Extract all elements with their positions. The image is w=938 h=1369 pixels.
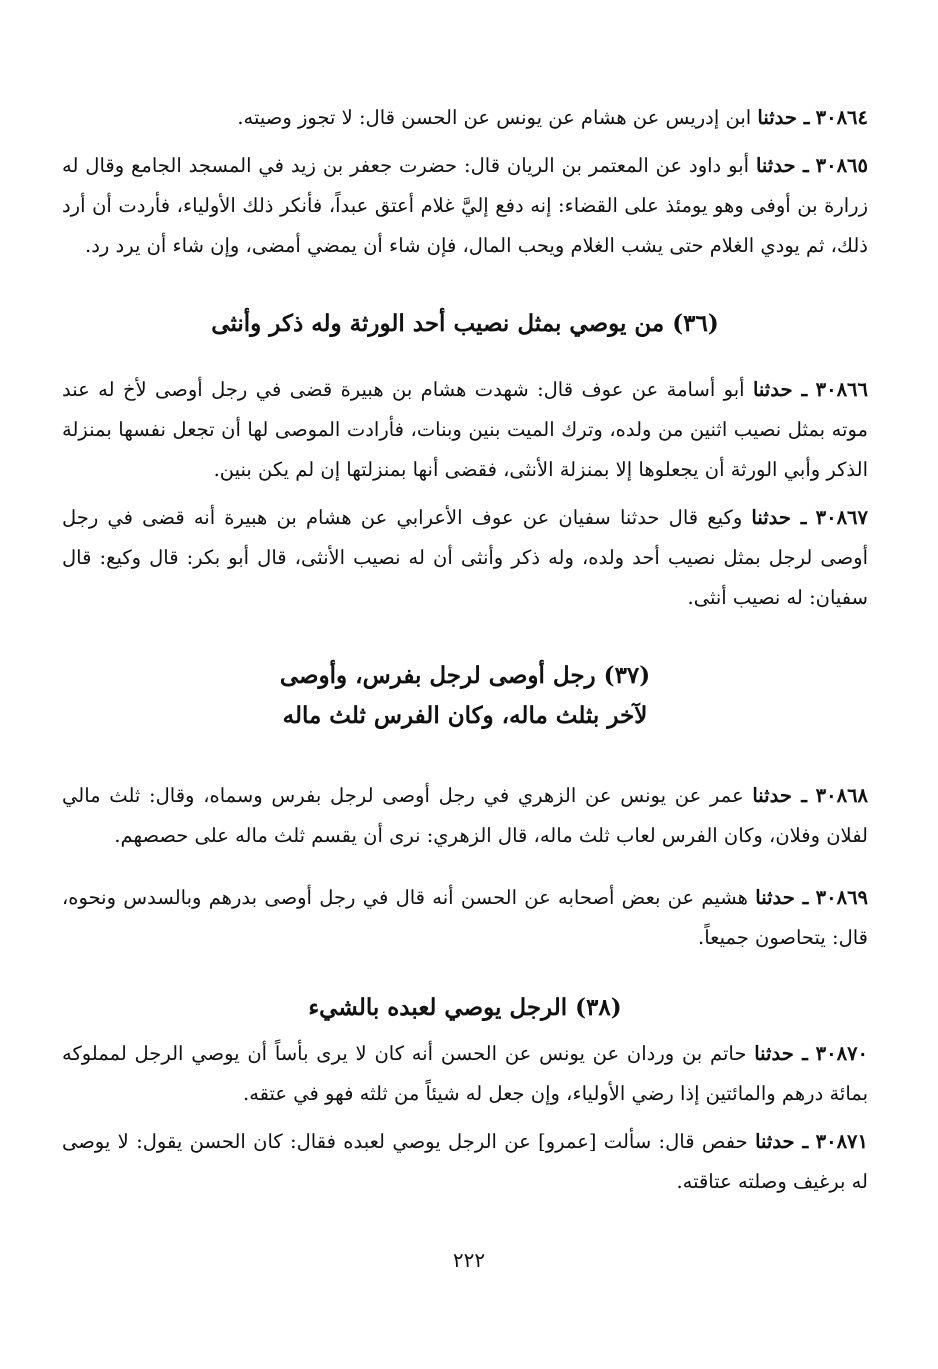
entry-number: ٣٠٨٦٤ [815,106,868,129]
book-page [62,98,868,1202]
entry-lead: ـ حدثنا [757,106,810,129]
hadith-entry [62,1034,868,1114]
page-number: ٢٢٢ [452,1248,486,1272]
entry-number: ٣٠٨٧٠ [815,1042,869,1065]
entry-lead: ـ حدثنا [755,886,809,909]
entry-lead: ـ حدثنا [752,378,808,401]
entry-number: ٣٠٨٦٥ [815,154,868,177]
hadith-entry [62,146,868,266]
entry-number: ٣٠٨٦٧ [815,506,869,529]
hadith-entry [62,878,868,958]
entry-text: وكيع قال حدثنا سفيان عن عوف الأعرابي عن هشام بن هبيرة أنه قضى في رجل أوصى لرجل بمثل نصيب أحد ولده، وله ذكر وأنثى أن له نصيب الأنثى، قال أبو بكر: قال وكيع: قال سفيان: له نصيب أنثى. [62,506,868,609]
entry-number: ٣٠٨٦٩ [815,886,869,909]
entry-lead: ـ حدثنا [754,1042,808,1065]
entry-lead: ـ حدثنا [752,784,807,807]
hadith-entry [62,98,868,138]
hadith-entry [62,1122,868,1202]
hadith-entry [62,498,868,618]
entry-number: ٣٠٨٦٦ [815,378,869,401]
hadith-entry [62,776,868,856]
entry-lead: ـ حدثنا [755,154,809,177]
entry-number: ٣٠٨٦٨ [815,784,869,807]
entry-text: أبو داود عن المعتمر بن الريان قال: حضرت جعفر بن زيد في المسجد الجامع وقال له زرارة بن أوفى وهو يومئذ على القضاء: إنه دفع إليَّ غلام أعتق عبداً، فأنكر ذلك الأولياء، فأردت أن أرد ذلك، ثم يودي الغلام حتى يشب الغلام ويحب المال، فإن شاء أن يمضي أمضى، وإن شاء أن يرد رد. [62,154,868,257]
entry-text: أبو أسامة عن عوف قال: شهدت هشام بن هبيرة قضى في رجل أوصى لأخ له عند موته بمثل نصيب اثنين من ولده، وترك الميت بنين وبنات، فأرادت الموصى لها أن تجعل نفسها بمنزلة الذكر وأبي الورثة أن يجعلوها إلا بمنزلة الأنثى، فقضى أنها بمنزلتها إن لم يكن بنين. [62,378,868,481]
entry-text: ابن إدريس عن هشام عن يونس عن الحسن قال: لا تجوز وصيته. [237,106,752,129]
section-heading: (٣٦) من يوصي بمثل نصيب أحد الورثة وله ذكر وأنثى [211,310,719,337]
hadith-entry [62,370,868,490]
entry-lead: ـ حدثنا [751,506,807,529]
entry-text: حفص قال: سألت [عمرو] عن الرجل يوصي لعبده فقال: كان الحسن يقول: لا يوصى له برغيف وصلته عتاقته. [62,1130,868,1193]
entry-text: عمر عن يونس عن الزهري في رجل أوصى لرجل بفرس وسماه، وقال: ثلث مالي لفلان وفلان، وكان الفرس لعاب ثلث ماله، قال الزهري: نرى أن يقسم ثلث ماله على حصصهم. [62,784,868,847]
section-heading-line-2: لآخر بثلث ماله، وكان الفرس ثلث ماله [282,702,648,729]
section-heading: (٣٨) الرجل يوصي لعبده بالشيء [308,994,622,1021]
entry-lead: ـ حدثنا [755,1130,809,1153]
entry-number: ٣٠٨٧١ [815,1130,869,1153]
entry-text: حاتم بن وردان عن يونس عن الحسن أنه كان لا يرى بأساً أن يوصي الرجل لمملوكه بمائة درهم والمائتين إذا رضي الأولياء، وإن جعل له شيئاً من ثلثه فهو في عتقه. [62,1042,868,1105]
section-heading-line-1: (٣٧) رجل أوصى لرجل بفرس، وأوصى [279,662,651,689]
entry-text: هشيم عن بعض أصحابه عن الحسن أنه قال في رجل أوصى بدرهم وبالسدس ونحوه، قال: يتحاصون جميعاً. [62,886,868,949]
